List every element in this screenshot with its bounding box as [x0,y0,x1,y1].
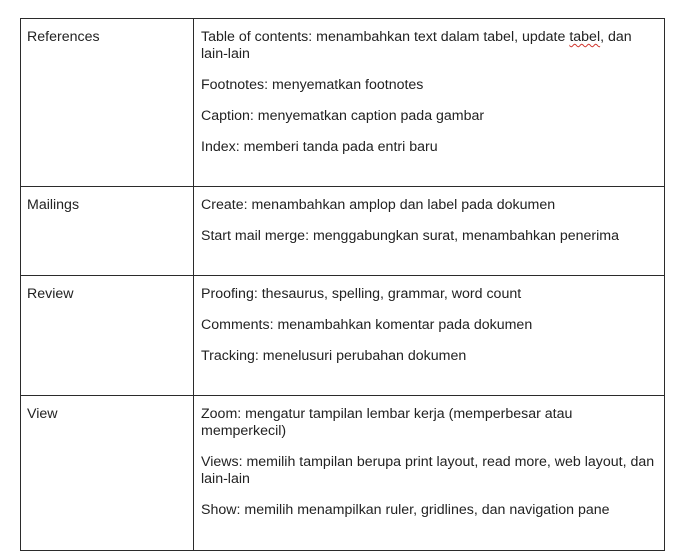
description-item: Start mail merge: menggabungkan surat, menambahkan penerima [201,228,619,244]
tab-name-cell[interactable] [21,396,194,551]
description-item: Footnotes: menyematkan footnotes [201,77,424,93]
table-row-review [21,276,665,396]
description-cell[interactable] [194,276,665,396]
tab-name: Review [27,286,74,302]
tab-name: Mailings [27,197,80,213]
table-row-mailings [21,187,665,276]
spelling-error-word[interactable]: tabel [569,29,601,45]
description-item: Proofing: thesaurus, spelling, grammar, word count [201,286,522,302]
table-row-references [21,19,665,187]
description-item: Caption: menyematkan caption pada gambar [201,108,485,124]
description-cell[interactable] [194,19,665,187]
tab-name: References [27,29,100,45]
tab-name-cell[interactable] [21,19,194,187]
item-text: Table of contents: menambahkan text dalam tabel, update [201,29,570,45]
tab-name-cell[interactable] [21,276,194,396]
item-text-continued: , dan lain-lain [201,29,632,62]
tab-name-cell[interactable] [21,187,194,276]
description-item: Views: memilih tampilan berupa print layout, read more, web layout, dan lain-lain [201,454,655,487]
description-item: Zoom: mengatur tampilan lembar kerja (memperbesar atau memperkecil) [201,406,573,439]
ribbon-tabs-table [20,18,665,551]
description-item [201,29,658,63]
description-item: Index: memberi tanda pada entri baru [201,139,438,155]
description-cell[interactable] [194,396,665,551]
description-item: Comments: menambahkan komentar pada dokumen [201,317,533,333]
description-item: Tracking: menelusuri perubahan dokumen [201,348,467,364]
description-item: Show: memilih menampilkan ruler, gridlines, dan navigation pane [201,502,610,518]
table-row-view [21,396,665,551]
tab-name: View [27,406,58,422]
description-item: Create: menambahkan amplop dan label pada dokumen [201,197,556,213]
description-cell[interactable] [194,187,665,276]
